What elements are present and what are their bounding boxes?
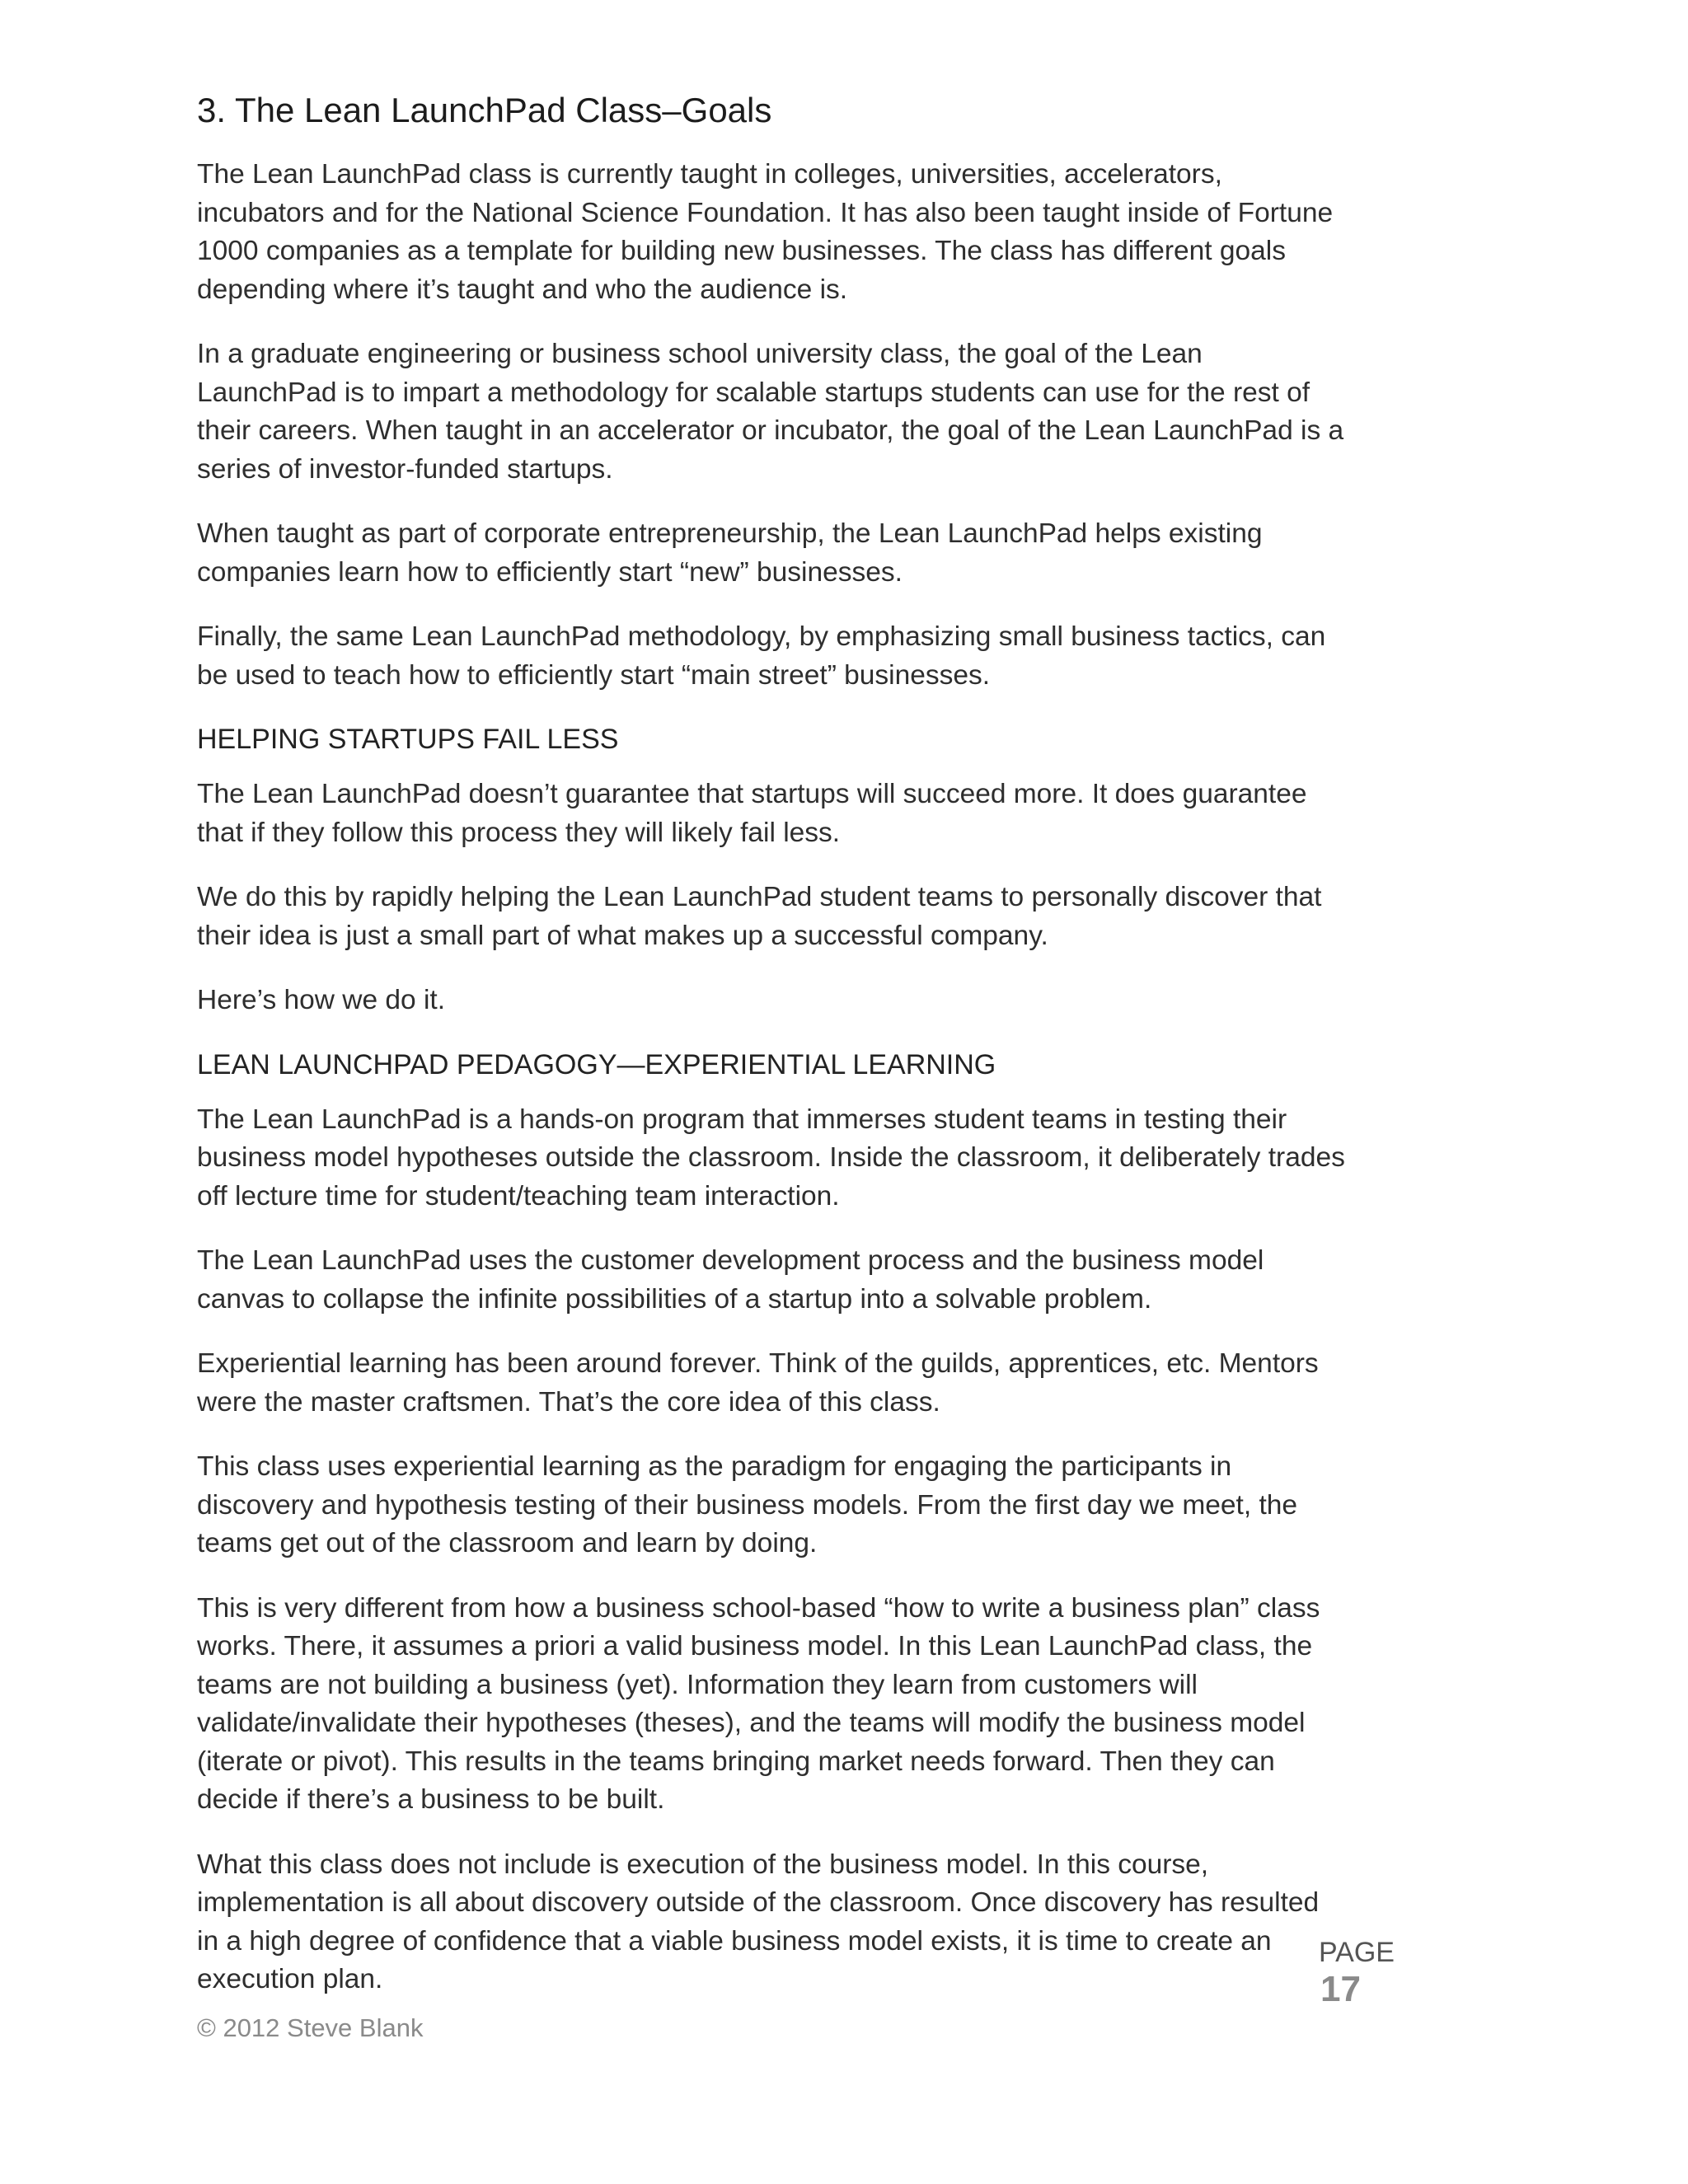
intro-paragraph: In a graduate engineering or business school university class, the goal of the Lean LaunchPad is to impart a methodology for scalable startups students can use for the rest of their careers. When taught in an accelerator or incubator, the goal of the Lean LaunchPad is a series of investor-funded startups.: [197, 339, 1344, 485]
page-content: [197, 87, 1347, 2026]
page-label: PAGE: [1319, 1937, 1395, 1968]
body-paragraph: This is very different from how a business school-based “how to write a business plan” class works. There, it assumes a priori a valid business model. In this Lean LaunchPad class, the teams are not building a business (yet). Information they learn from customers will validate/invalidate their hypotheses (theses), and the teams will modify the business model (iterate or pivot). This results in the teams bringing market needs forward. Then they can decide if there’s a business to be built.: [197, 1592, 1320, 1815]
section-heading-fail-less: HELPING STARTUPS FAIL LESS: [197, 724, 619, 755]
page-title: 3. The Lean LaunchPad Class–Goals: [197, 91, 772, 129]
body-paragraph: The Lean LaunchPad uses the customer development process and the business model canvas to collapse the infinite possibilities of a startup into a solvable problem.: [197, 1245, 1264, 1315]
body-paragraph: The Lean LaunchPad doesn’t guarantee that startups will succeed more. It does guarantee that if they follow this process they will likely fail less.: [197, 779, 1307, 848]
body-paragraph: This class uses experiential learning as the paradigm for engaging the participants in discovery and hypothesis testing of their business models. From the first day we meet, the teams get out of the classroom and learn by doing.: [197, 1451, 1298, 1558]
body-paragraph: The Lean LaunchPad is a hands-on program that immerses student teams in testing their business model hypotheses outside the classroom. Inside the classroom, it deliberately trades off lecture time for student/teaching team interaction.: [197, 1104, 1345, 1212]
body-paragraph: Here’s how we do it.: [197, 985, 446, 1015]
body-paragraph: Experiential learning has been around forever. Think of the guilds, apprentices, etc. Mentors were the master craftsmen. That’s the core idea of this class.: [197, 1348, 1319, 1418]
intro-paragraph: Finally, the same Lean LaunchPad methodology, by emphasizing small business tactics, can be used to teach how to efficiently start “main street” businesses.: [197, 621, 1326, 691]
intro-paragraph: The Lean LaunchPad class is currently taught in colleges, universities, accelerators, incubators and for the National Science Foundation. It has also been taught inside of Fortune 1000 companies as a template for building new businesses. The class has different goals depending where it’s taught and who the audience is.: [197, 159, 1334, 305]
intro-paragraph: When taught as part of corporate entrepreneurship, the Lean LaunchPad helps existing companies learn how to efficiently start “new” businesses.: [197, 518, 1263, 588]
body-paragraph: We do this by rapidly helping the Lean LaunchPad student teams to personally discover that their idea is just a small part of what makes up a successful company.: [197, 882, 1322, 951]
body-paragraph: What this class does not include is execution of the business model. In this course, implementation is all about discovery outside of the classroom. Once discovery has resulted in a high degree of confidence that a viable business model exists, it is time to create an execution plan.: [197, 1849, 1320, 1994]
copyright-footer: © 2012 Steve Blank: [197, 2013, 424, 2042]
page-number: 17: [1320, 1969, 1361, 2009]
section-heading-pedagogy: LEAN LAUNCHPAD PEDAGOGY—EXPERIENTIAL LEARNING: [197, 1048, 996, 1080]
